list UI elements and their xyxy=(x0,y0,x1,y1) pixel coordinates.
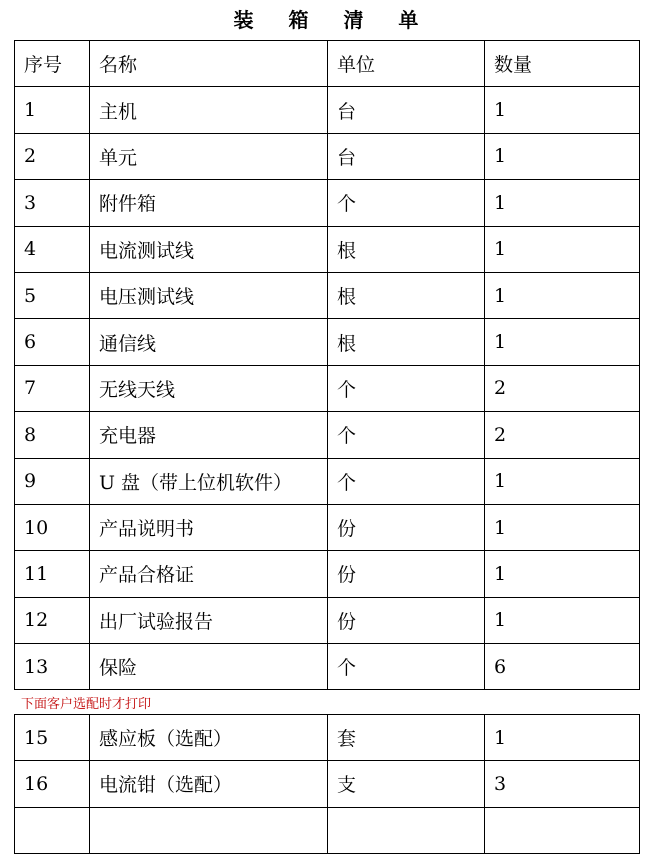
table-row xyxy=(15,365,640,411)
unit-cell: 个 xyxy=(328,412,485,458)
name-cell: 产品合格证 xyxy=(90,551,328,597)
qty-cell: 1 xyxy=(485,551,640,597)
table-row xyxy=(15,761,640,807)
unit-cell: 单位 xyxy=(328,41,485,87)
name-cell: 感应板（选配） xyxy=(90,715,328,761)
unit-cell: 台 xyxy=(328,87,485,133)
seq-cell: 15 xyxy=(15,715,90,761)
table-row xyxy=(15,551,640,597)
table-row xyxy=(15,272,640,318)
name-cell xyxy=(90,807,328,853)
unit-cell: 支 xyxy=(328,761,485,807)
name-cell: 电流钳（选配） xyxy=(90,761,328,807)
table-row xyxy=(15,807,640,853)
page-title: 装 箱 清 单 xyxy=(233,8,433,32)
table-row xyxy=(15,458,640,504)
qty-cell: 1 xyxy=(485,133,640,179)
table-row xyxy=(15,180,640,226)
qty-cell: 1 xyxy=(485,226,640,272)
name-cell: 电压测试线 xyxy=(90,272,328,318)
table-row xyxy=(15,133,640,179)
name-cell: 无线天线 xyxy=(90,365,328,411)
name-cell: 主机 xyxy=(90,87,328,133)
qty-cell: 1 xyxy=(485,504,640,550)
seq-cell: 序号 xyxy=(15,41,90,87)
qty-cell: 1 xyxy=(485,319,640,365)
qty-cell: 1 xyxy=(485,87,640,133)
name-cell: 产品说明书 xyxy=(90,504,328,550)
seq-cell: 1 xyxy=(15,87,90,133)
seq-cell xyxy=(15,807,90,853)
unit-cell: 根 xyxy=(328,272,485,318)
unit-cell: 套 xyxy=(328,715,485,761)
qty-cell: 1 xyxy=(485,180,640,226)
name-cell: 附件箱 xyxy=(90,180,328,226)
table-row xyxy=(15,319,640,365)
table-row xyxy=(15,226,640,272)
unit-cell: 份 xyxy=(328,551,485,597)
seq-cell: 12 xyxy=(15,597,90,643)
qty-cell: 1 xyxy=(485,458,640,504)
unit-cell: 份 xyxy=(328,597,485,643)
table-row xyxy=(15,644,640,690)
qty-cell: 1 xyxy=(485,715,640,761)
qty-cell: 2 xyxy=(485,412,640,458)
seq-cell: 11 xyxy=(15,551,90,597)
seq-cell: 3 xyxy=(15,180,90,226)
name-cell: 单元 xyxy=(90,133,328,179)
seq-cell: 4 xyxy=(15,226,90,272)
name-cell: 通信线 xyxy=(90,319,328,365)
seq-cell: 6 xyxy=(15,319,90,365)
seq-cell: 5 xyxy=(15,272,90,318)
qty-cell: 2 xyxy=(485,365,640,411)
unit-cell: 个 xyxy=(328,180,485,226)
name-cell: 充电器 xyxy=(90,412,328,458)
table-row xyxy=(15,412,640,458)
seq-cell: 8 xyxy=(15,412,90,458)
unit-cell: 个 xyxy=(328,458,485,504)
unit-cell: 根 xyxy=(328,319,485,365)
qty-cell: 1 xyxy=(485,272,640,318)
optional-items-table xyxy=(14,714,640,854)
optional-items-note: 下面客户选配时才打印 xyxy=(21,697,152,712)
name-cell: 出厂试验报告 xyxy=(90,597,328,643)
unit-cell: 个 xyxy=(328,365,485,411)
unit-cell: 台 xyxy=(328,133,485,179)
name-cell: 保险 xyxy=(90,644,328,690)
seq-cell: 13 xyxy=(15,644,90,690)
qty-cell: 6 xyxy=(485,644,640,690)
qty-cell: 1 xyxy=(485,597,640,643)
name-cell: 名称 xyxy=(90,41,328,87)
table-row xyxy=(15,87,640,133)
qty-cell xyxy=(485,807,640,853)
unit-cell: 根 xyxy=(328,226,485,272)
seq-cell: 10 xyxy=(15,504,90,550)
table-row xyxy=(15,597,640,643)
unit-cell: 个 xyxy=(328,644,485,690)
name-cell: U 盘（带上位机软件） xyxy=(90,458,328,504)
seq-cell: 16 xyxy=(15,761,90,807)
seq-cell: 9 xyxy=(15,458,90,504)
name-cell: 电流测试线 xyxy=(90,226,328,272)
packing-list-table xyxy=(14,40,640,690)
seq-cell: 7 xyxy=(15,365,90,411)
unit-cell: 份 xyxy=(328,504,485,550)
qty-cell: 3 xyxy=(485,761,640,807)
qty-cell: 数量 xyxy=(485,41,640,87)
header-row xyxy=(15,41,640,87)
table-row xyxy=(15,504,640,550)
unit-cell xyxy=(328,807,485,853)
table-row xyxy=(15,715,640,761)
seq-cell: 2 xyxy=(15,133,90,179)
